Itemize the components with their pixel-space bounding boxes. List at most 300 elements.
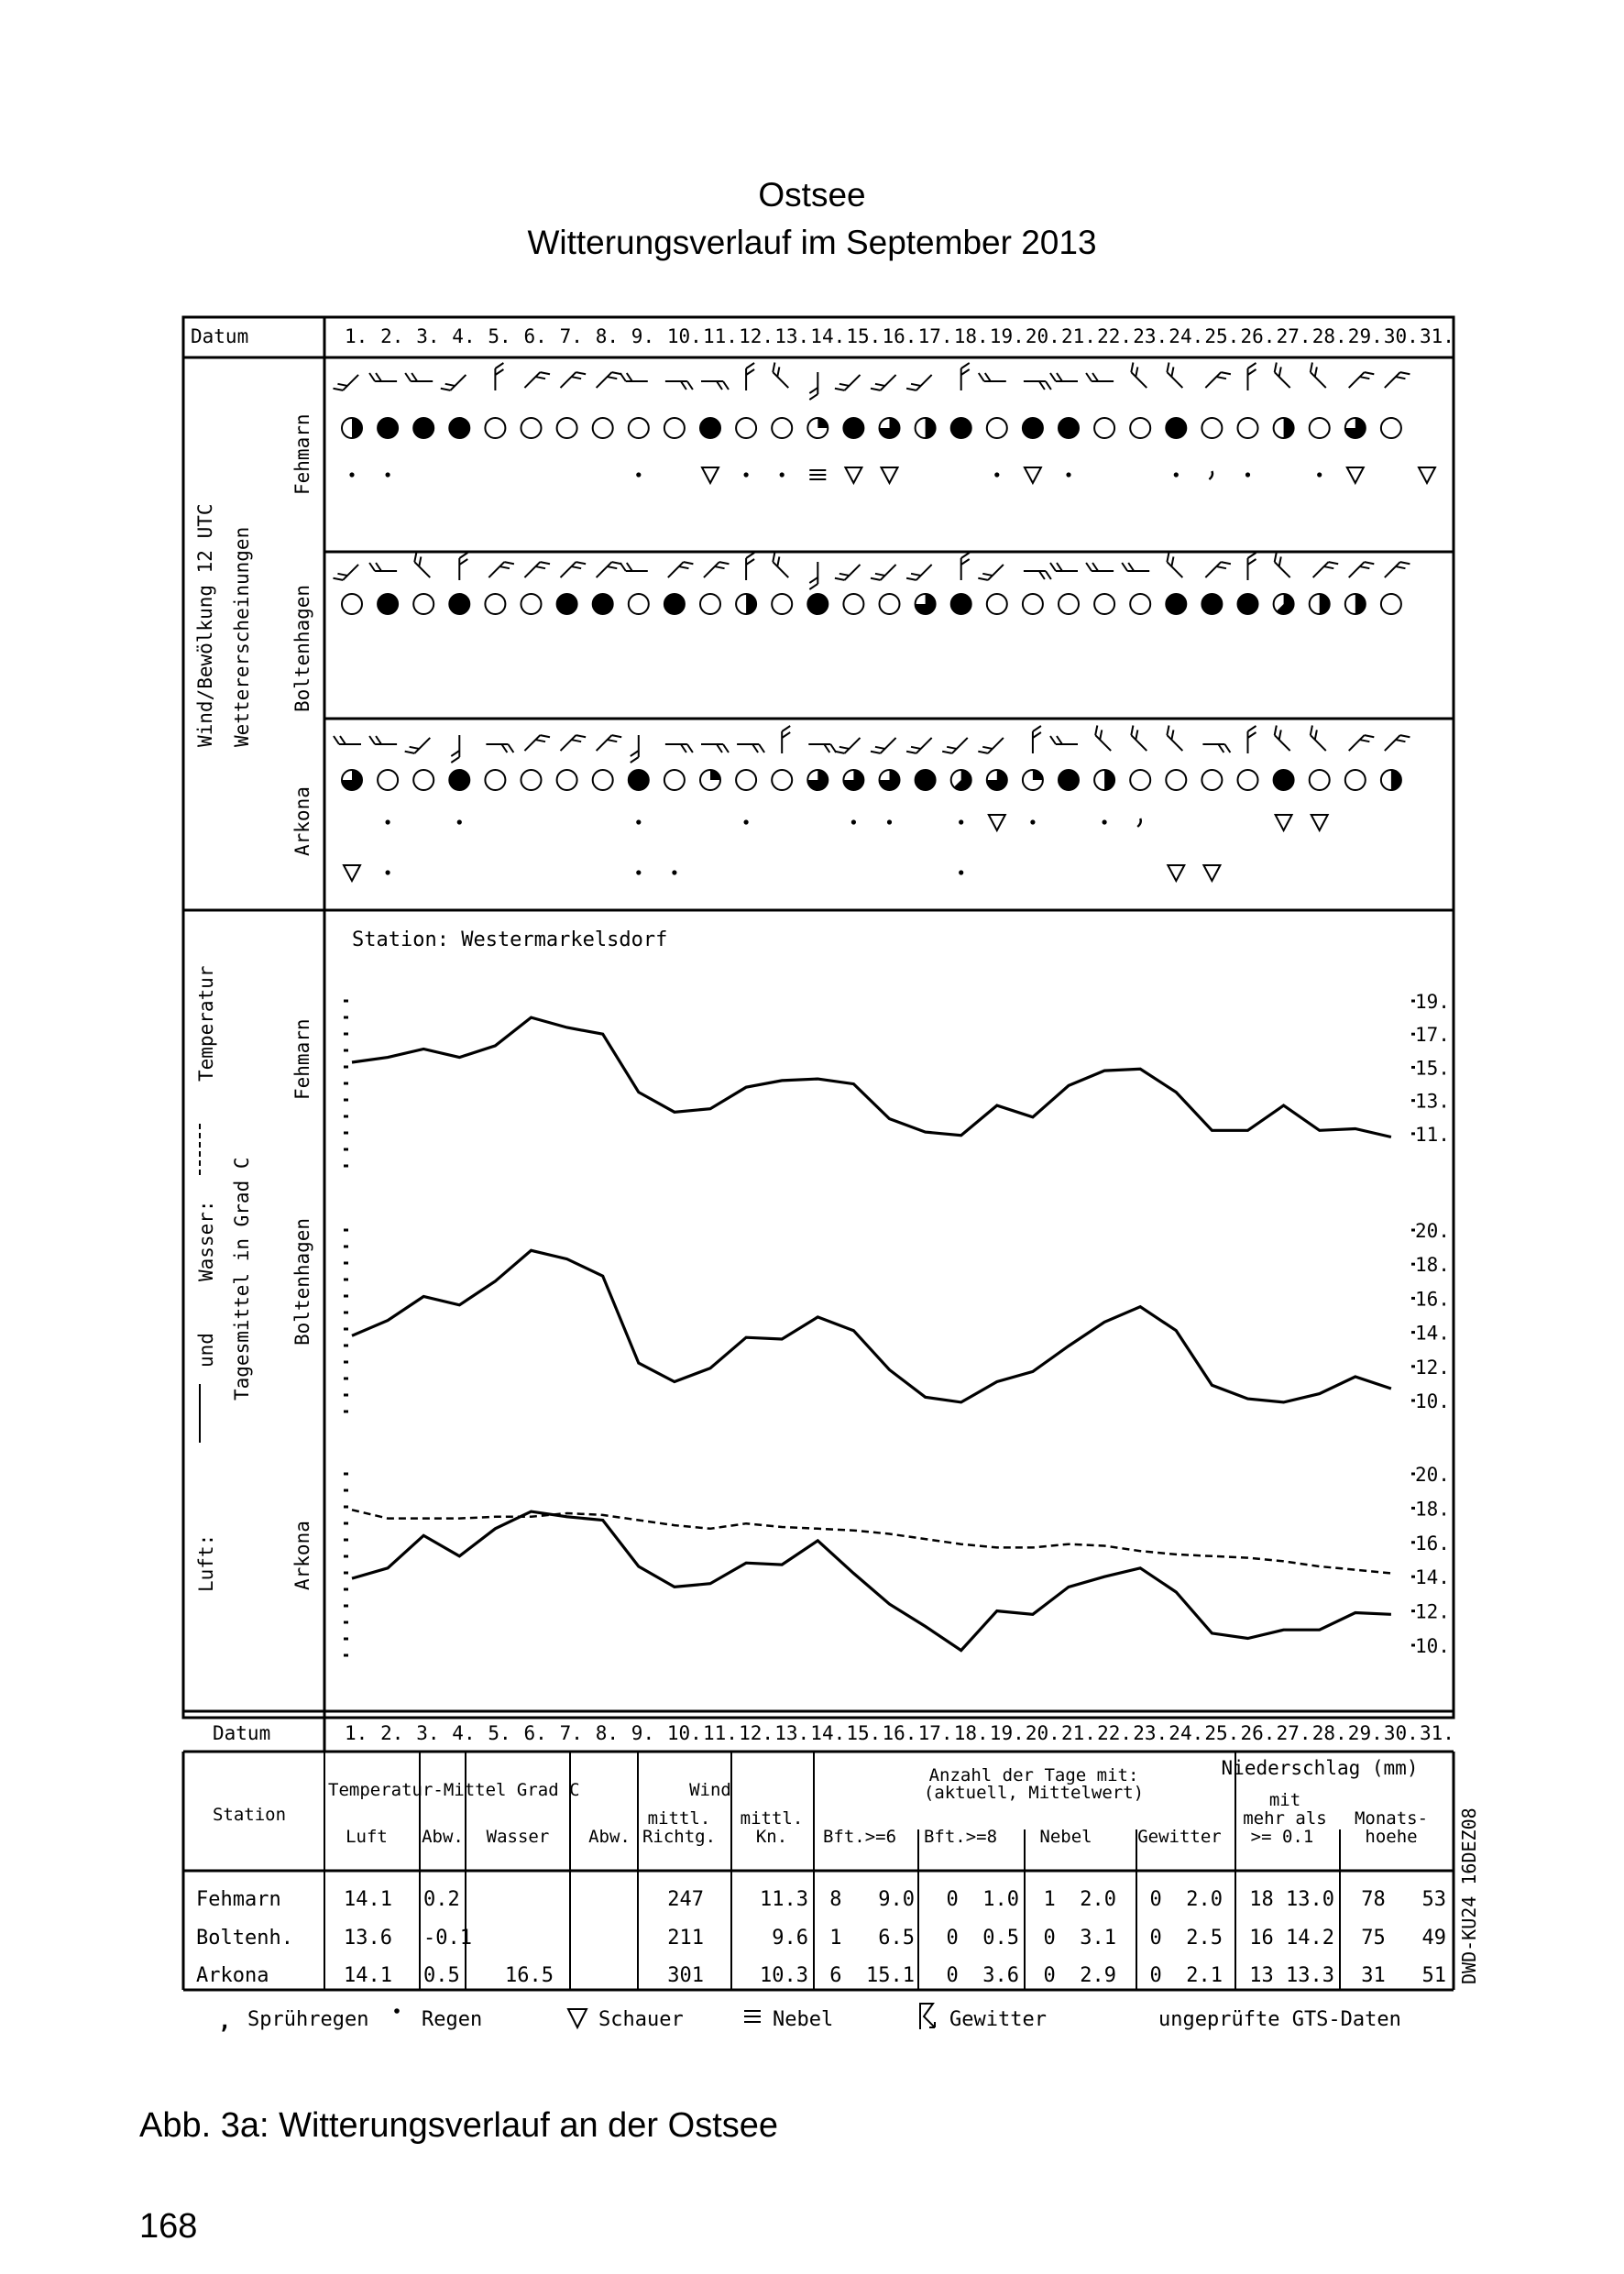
cover-fill	[1166, 418, 1186, 438]
y-tick-label: 10.	[1415, 1635, 1450, 1657]
wind-symbol-icon	[978, 559, 1004, 585]
cover-outline	[664, 418, 685, 438]
wind-symbol-icon	[524, 731, 550, 757]
wind-symbol-icon	[746, 553, 754, 580]
rain-icon	[672, 870, 676, 874]
wind-barb	[1122, 563, 1127, 571]
wind-symbol-icon	[333, 559, 358, 585]
cover-outline	[521, 418, 542, 438]
table-cell-nebel: 0 2.9	[1043, 1964, 1116, 1987]
date-label-top: 18.	[953, 325, 989, 347]
table-cell-wasser: 16.5	[505, 1964, 554, 1987]
legend-note: ungeprüfte GTS-Daten	[1158, 2008, 1401, 2031]
cover-outline	[987, 594, 1007, 614]
wind-shaft	[561, 735, 576, 751]
table-cell-kn: 9.6	[772, 1927, 808, 1950]
wind-barb	[1248, 732, 1256, 738]
wind-barb	[782, 726, 790, 731]
date-label-bottom: 29.	[1347, 1722, 1383, 1744]
date-label-bottom: 12.	[739, 1722, 774, 1744]
wind-barb	[1365, 368, 1375, 379]
wind-symbol-icon	[597, 731, 622, 757]
wind-symbol-icon	[906, 732, 932, 758]
cover-outline	[485, 594, 505, 614]
wind-symbol-icon	[524, 558, 550, 584]
wind-shaft	[916, 738, 932, 753]
rain-icon	[744, 819, 749, 824]
y-tick-label: 12.	[1415, 1356, 1450, 1379]
cloud-cover-icon	[951, 594, 971, 614]
wind-symbol-icon	[411, 552, 436, 577]
date-label-bottom: 25.	[1204, 1722, 1240, 1744]
wind-barb	[746, 553, 754, 558]
wind-barb	[1248, 363, 1256, 368]
cover-fill	[926, 418, 936, 438]
wind-barb	[1307, 725, 1317, 735]
cloud-cover-icon	[378, 594, 398, 614]
wind-symbol-icon	[1163, 362, 1189, 388]
temperature-series-line	[352, 1511, 1391, 1651]
wind-barb	[719, 558, 730, 568]
cover-fill	[557, 594, 577, 614]
wind-symbol-icon	[1122, 563, 1149, 571]
wind-barb	[961, 369, 970, 375]
wind-symbol-icon	[1270, 362, 1296, 388]
cover-outline	[1059, 594, 1079, 614]
date-label-bottom: 18.	[953, 1722, 989, 1744]
wind-barb	[1270, 725, 1280, 735]
wind-barb	[1163, 362, 1173, 372]
cloud-cover-icon	[916, 594, 936, 614]
date-label-bottom: 14.	[810, 1722, 846, 1744]
date-label-top: 10.	[666, 325, 702, 347]
cloud-cover-icon	[664, 594, 685, 614]
date-label-top: 26.	[1240, 325, 1276, 347]
col-monat-2: hoehe	[1365, 1827, 1418, 1847]
wind-symbol-icon	[620, 563, 648, 571]
table-cell-gew: 0 2.0	[1149, 1888, 1223, 1911]
cloud-cover-icon	[843, 418, 863, 438]
wind-barb	[769, 552, 779, 562]
table-cell-monat: 75 49	[1361, 1927, 1446, 1950]
wind-shaft	[1131, 372, 1147, 388]
cover-outline	[1345, 770, 1366, 790]
cover-outline	[521, 594, 542, 614]
wind-shaft	[1275, 372, 1290, 388]
col-dir-1: mittl.	[647, 1808, 711, 1829]
thunderstorm-icon	[920, 2004, 935, 2029]
wind-symbol-icon	[906, 559, 932, 585]
cloud-cover-icon	[664, 418, 685, 438]
wind-symbol-icon	[1086, 563, 1114, 571]
wind-barb	[1050, 563, 1056, 571]
wind-barb	[334, 736, 339, 744]
date-label-top: 23.	[1133, 325, 1169, 347]
cloud-cover-icon	[843, 770, 863, 790]
obs-station-label-arkona: Arkona	[291, 786, 313, 856]
wind-shaft	[597, 735, 612, 751]
table-cell-dir: 247	[667, 1888, 704, 1911]
wind-barb	[1057, 736, 1062, 744]
wind-barb	[1400, 558, 1410, 568]
wind-shaft	[1349, 372, 1365, 388]
wind-barb	[1248, 726, 1256, 731]
wind-symbol-icon	[906, 369, 932, 395]
cloud-cover-icon	[1381, 770, 1401, 790]
cover-fill	[1023, 418, 1043, 438]
date-label-top: 27.	[1276, 325, 1311, 347]
wind-symbol-icon	[1349, 731, 1375, 757]
y-tick-label: 17.	[1415, 1024, 1450, 1047]
cloud-cover-icon	[700, 418, 720, 438]
cloud-cover-icon	[736, 594, 756, 614]
wind-symbol-icon	[665, 381, 693, 390]
wind-symbol-icon	[737, 744, 764, 753]
wind-shaft	[668, 562, 684, 577]
cloud-cover-icon	[1238, 594, 1258, 614]
cloud-cover-icon	[413, 594, 433, 614]
wind-symbol-icon	[871, 369, 896, 395]
wind-symbol-icon	[486, 744, 513, 753]
wind-shaft	[845, 738, 861, 753]
cover-fill	[1059, 770, 1079, 790]
cloud-cover-icon	[557, 418, 577, 438]
stats-table-rows	[196, 1888, 1446, 1987]
cloud-cover-icon	[1202, 418, 1222, 438]
wind-barb	[1163, 552, 1173, 562]
date-label-bottom: 11.	[703, 1722, 738, 1744]
wind-barb	[501, 744, 507, 753]
wind-barb	[576, 368, 586, 379]
wind-symbol-icon	[369, 563, 397, 571]
wind-barb	[1270, 362, 1280, 372]
wind-barb	[871, 385, 881, 395]
date-label-top: 7.	[559, 325, 583, 347]
wind-barb	[1092, 563, 1098, 571]
cover-fill	[1284, 418, 1294, 438]
cloud-cover-icon	[807, 418, 828, 438]
wind-barb	[631, 757, 639, 763]
date-label-bottom: 28.	[1311, 1722, 1347, 1744]
wind-symbol-icon	[597, 558, 622, 584]
date-label-bottom: 22.	[1097, 1722, 1133, 1744]
cloud-cover-icon	[485, 594, 505, 614]
datum-label-bottom: Datum	[213, 1722, 271, 1744]
wind-barb	[1039, 381, 1045, 390]
cover-outline	[1310, 418, 1330, 438]
date-label-bottom: 23.	[1133, 1722, 1169, 1744]
wind-barb	[631, 751, 639, 756]
wind-symbol-icon	[871, 559, 896, 585]
wind-shaft	[414, 562, 430, 577]
wind-symbol-icon	[495, 363, 503, 390]
date-label-top: 28.	[1311, 325, 1347, 347]
cloud-cover-icon	[1059, 770, 1079, 790]
cover-outline	[557, 770, 577, 790]
cloud-cover-icon	[593, 770, 613, 790]
cloud-cover-icon	[736, 770, 756, 790]
wind-symbol-icon	[1205, 558, 1231, 584]
legend-shower: Schauer	[598, 2008, 684, 2031]
cover-outline	[1130, 594, 1150, 614]
wind-barb	[540, 558, 550, 568]
temperature-series-line	[352, 1017, 1391, 1137]
cover-fill	[1202, 594, 1222, 614]
col-dir-2: Richtg.	[642, 1827, 717, 1847]
y-tick-label: 16.	[1415, 1288, 1450, 1311]
cover-outline	[1381, 418, 1401, 438]
obs-station-label-boltenhagen: Boltenhagen	[291, 584, 313, 712]
cover-fill	[1166, 594, 1186, 614]
cover-outline	[772, 594, 792, 614]
wind-barb	[906, 385, 916, 395]
wind-symbol-icon	[1270, 552, 1296, 577]
wind-barb	[961, 559, 970, 565]
shower-icon	[568, 2009, 587, 2027]
shower-icon	[1276, 815, 1292, 830]
date-label-top: 3.	[416, 325, 440, 347]
wind-barb	[723, 744, 729, 753]
cover-fill	[746, 594, 756, 614]
cover-outline	[1310, 770, 1330, 790]
wind-symbol-icon	[809, 562, 817, 589]
cover-fill	[1391, 770, 1401, 790]
wind-barb	[1221, 558, 1231, 568]
date-label-bottom: 3.	[416, 1722, 440, 1744]
date-label-top: 1.	[345, 325, 368, 347]
cover-fill	[1274, 770, 1294, 790]
rain-icon	[386, 819, 390, 824]
cloud-cover-icon	[951, 418, 971, 438]
col-wasser: Wasser	[486, 1827, 550, 1847]
cloud-cover-icon	[1094, 770, 1114, 790]
wind-symbol-icon	[1163, 725, 1189, 751]
wind-symbol-icon	[524, 368, 550, 394]
col-mit-3: >= 0.1	[1250, 1827, 1314, 1847]
wind-symbol-icon	[746, 363, 754, 390]
wind-barb	[746, 369, 754, 375]
chart-left-label-4: Temperatur	[195, 965, 217, 1082]
wind-symbol-icon	[1307, 725, 1333, 751]
wind-shaft	[1167, 735, 1182, 751]
col-luft: Luft	[346, 1827, 388, 1847]
wind-barb	[333, 575, 343, 585]
wind-barb	[495, 363, 503, 368]
rain-icon	[1066, 472, 1070, 477]
cover-fill	[449, 770, 469, 790]
table-cell-abw: 0.5	[423, 1964, 460, 1987]
table-cell-bft6: 6 15.1	[829, 1964, 915, 1987]
cloud-cover-icon	[378, 418, 398, 438]
wind-barb	[1400, 368, 1410, 379]
wind-barb	[769, 362, 779, 372]
cover-fill	[1033, 770, 1043, 780]
wind-barb	[451, 757, 459, 763]
fog-icon	[744, 2011, 761, 2022]
col-kn-1: mittl.	[740, 1808, 804, 1829]
wind-barb	[405, 748, 415, 758]
cloud-cover-icon	[772, 770, 792, 790]
rain-icon	[959, 870, 963, 874]
wind-barb	[508, 744, 513, 753]
table-cell-gew: 0 2.5	[1149, 1927, 1223, 1950]
cloud-cover-icon	[1381, 418, 1401, 438]
wind-symbol-icon	[1033, 726, 1041, 753]
date-label-top: 12.	[739, 325, 774, 347]
date-label-top: 11.	[703, 325, 738, 347]
table-cell-kn: 11.3	[760, 1888, 808, 1911]
date-label-bottom: 21.	[1061, 1722, 1096, 1744]
wind-barb	[978, 748, 988, 758]
cover-outline	[843, 594, 863, 614]
wind-barb	[1127, 362, 1137, 372]
legend-rain: Regen	[422, 2008, 483, 2031]
wind-symbol-icon	[369, 373, 397, 381]
table-cell-luft: 14.1	[344, 1964, 392, 1987]
cover-fill	[843, 418, 863, 438]
cloud-cover-icon	[916, 770, 936, 790]
date-label-top: 2.	[380, 325, 404, 347]
cloud-cover-icon	[736, 418, 756, 438]
table-cell-station: Arkona	[196, 1964, 269, 1987]
wind-symbol-icon	[1163, 552, 1189, 577]
table-cell-bft8: 0 1.0	[946, 1888, 1019, 1911]
wind-barb	[906, 748, 916, 758]
wind-shaft	[1311, 372, 1326, 388]
cover-fill	[1355, 594, 1366, 614]
wind-symbol-icon	[369, 736, 397, 744]
cloud-cover-icon	[987, 418, 1007, 438]
date-label-bottom: 16.	[882, 1722, 917, 1744]
wind-barb	[684, 558, 694, 568]
wind-barb	[340, 736, 346, 744]
wind-symbol-icon	[1313, 558, 1339, 584]
wind-barb	[809, 394, 817, 400]
wind-symbol-icon	[1270, 725, 1296, 751]
date-label-bottom: 31.	[1420, 1722, 1454, 1744]
wind-shaft	[1275, 735, 1290, 751]
cloud-cover-icon	[1238, 770, 1258, 790]
table-cell-luft: 13.6	[344, 1927, 392, 1950]
date-label-top: 8.	[595, 325, 619, 347]
date-label-bottom: 5.	[488, 1722, 511, 1744]
rain-icon	[1103, 819, 1107, 824]
cloud-cover-icon	[485, 418, 505, 438]
wind-barb	[376, 373, 381, 381]
table-cell-monat: 31 51	[1361, 1964, 1446, 1987]
group-temp: Temperatur-Mittel Grad C	[328, 1780, 580, 1800]
table-cell-tage: 18 13.0	[1249, 1888, 1334, 1911]
wind-barb	[1224, 744, 1230, 753]
wind-symbol-icon	[1385, 731, 1410, 757]
page-title-line2: Witterungsverlauf im September 2013	[527, 224, 1097, 261]
cloud-cover-icon	[485, 770, 505, 790]
shower-icon	[1168, 865, 1184, 881]
cloud-cover-icon	[557, 770, 577, 790]
wind-barb	[1248, 559, 1256, 565]
cover-outline	[1094, 594, 1114, 614]
shower-icon	[702, 467, 719, 483]
date-label-top: 16.	[882, 325, 917, 347]
wind-symbol-icon	[1248, 726, 1256, 753]
wind-shaft	[1131, 735, 1147, 751]
wind-barb	[451, 751, 459, 756]
cover-outline	[485, 418, 505, 438]
date-label-top: 6.	[523, 325, 547, 347]
wind-shaft	[881, 565, 896, 580]
obs-side-label-1: Wind/Bewölkung 12 UTC	[194, 503, 216, 747]
wind-shaft	[1167, 372, 1182, 388]
date-label-bottom: 15.	[846, 1722, 882, 1744]
wind-symbol-icon	[333, 369, 358, 395]
cover-fill	[593, 594, 613, 614]
date-label-top: 20.	[1025, 325, 1060, 347]
cloud-cover-icon	[987, 770, 1007, 790]
date-row-top	[345, 325, 1454, 347]
cloud-cover-icon	[449, 770, 469, 790]
y-tick-label: 12.	[1415, 1600, 1450, 1623]
cloud-cover-icon	[880, 418, 900, 438]
cloud-cover-icon	[1023, 770, 1043, 790]
cloud-cover-icon	[1130, 594, 1150, 614]
y-tick-label: 10.	[1415, 1390, 1450, 1412]
cover-outline	[1202, 770, 1222, 790]
wind-barb	[441, 385, 451, 395]
cloud-cover-icon	[772, 594, 792, 614]
wind-barb	[627, 373, 632, 381]
observation-symbols	[333, 362, 1435, 881]
wind-symbol-icon	[1024, 571, 1051, 579]
cloud-cover-icon	[521, 418, 542, 438]
cloud-cover-icon	[1094, 594, 1114, 614]
rain-icon	[1317, 472, 1322, 477]
cover-fill	[817, 418, 828, 428]
cover-fill	[951, 594, 971, 614]
cloud-cover-icon	[342, 770, 362, 790]
wind-symbol-icon	[1086, 373, 1114, 381]
wind-barb	[717, 744, 722, 753]
cloud-cover-icon	[664, 770, 685, 790]
cover-outline	[1023, 594, 1043, 614]
cloud-cover-icon	[1130, 418, 1150, 438]
rain-icon	[959, 819, 963, 824]
wind-shaft	[343, 375, 358, 390]
wind-shaft	[561, 372, 576, 388]
wind-symbol-icon	[561, 368, 587, 394]
table-cell-gew: 0 2.1	[1149, 1964, 1223, 1987]
cover-outline	[1130, 770, 1150, 790]
col-abw2: Abw.	[588, 1827, 631, 1847]
wind-symbol-icon	[701, 744, 729, 753]
cloud-cover-icon	[557, 594, 577, 614]
shower-icon	[344, 865, 360, 881]
figure-caption: Abb. 3a: Witterungsverlauf an der Ostsee	[139, 2106, 779, 2145]
wind-symbol-icon	[1092, 725, 1117, 751]
wind-barb	[1092, 725, 1102, 735]
cloud-cover-icon	[413, 418, 433, 438]
wind-barb	[411, 552, 421, 562]
chart-station-label-fehmarn: Fehmarn	[291, 1018, 313, 1100]
rain-icon	[394, 2008, 400, 2014]
cloud-cover-icon	[378, 770, 398, 790]
table-cell-station: Boltenh.	[196, 1927, 293, 1950]
wind-barb	[1400, 731, 1410, 742]
wind-shaft	[1311, 735, 1326, 751]
col-nebel: Nebel	[1039, 1827, 1092, 1847]
cover-outline	[736, 770, 756, 790]
wind-symbol-icon	[871, 732, 896, 758]
wind-barb	[746, 363, 754, 368]
